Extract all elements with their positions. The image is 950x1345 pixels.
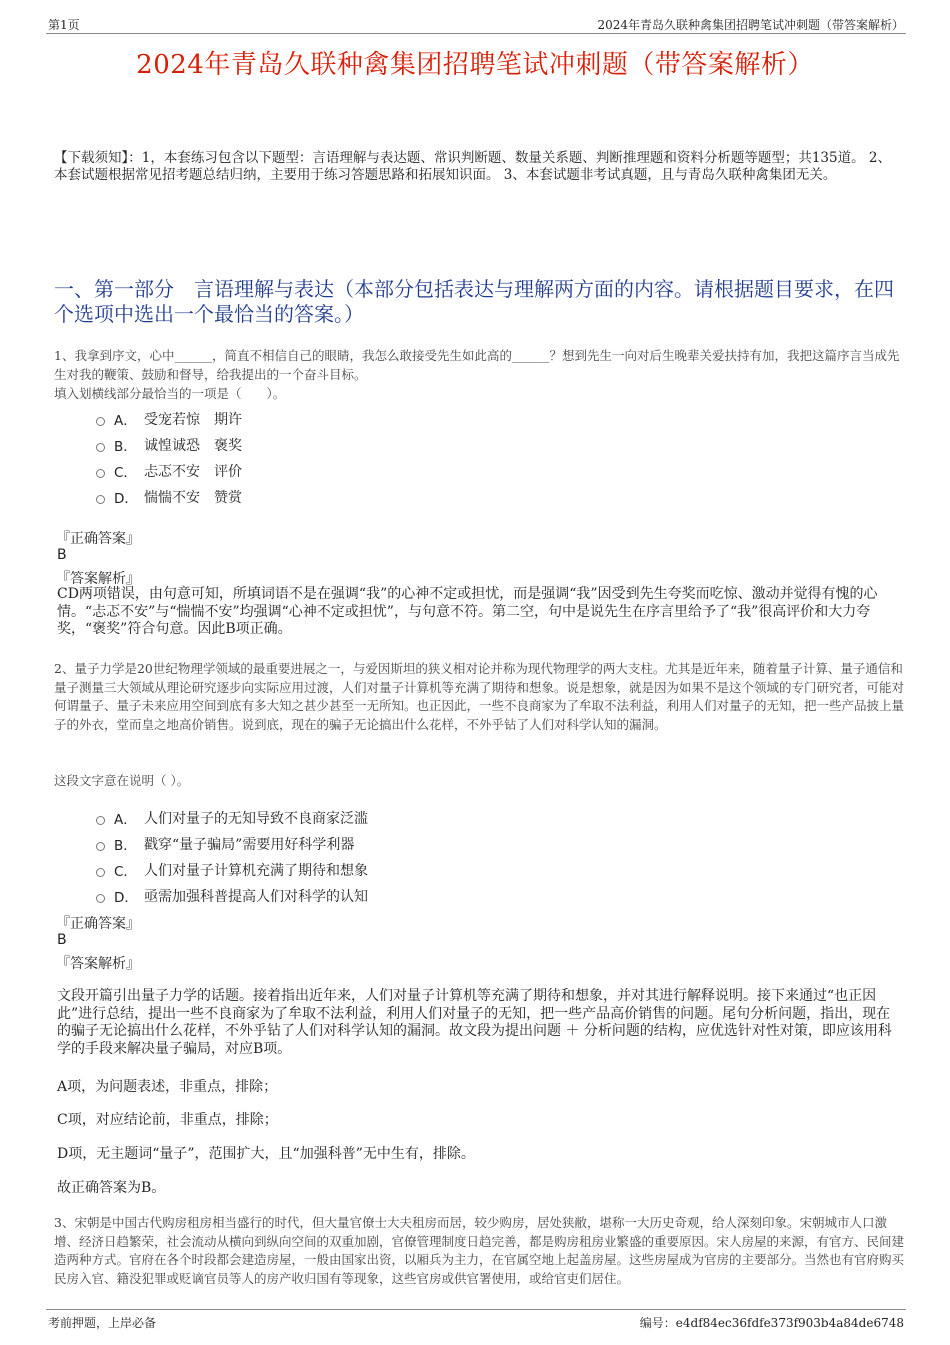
radio-button[interactable] bbox=[96, 816, 105, 825]
download-notice: 【下载须知】：1，本套练习包含以下题型：言语理解与表达题、常识判断题、数量关系题、判断推理题和资料分析题等题型；共135道。 2、本套试题根据常见招考题总结归纳，主要用于练习答题思路和拓展知识面。 3、本套试题非考试真题，且与青岛久联种禽集团无关。 bbox=[54, 150, 891, 183]
header-doc-title: 2024年青岛久联种禽集团招聘笔试冲刺题（带答案解析） bbox=[597, 18, 904, 32]
question-2-prompt: 这段文字意在说明（ ）。 bbox=[54, 773, 190, 788]
footer-doc-id: 编号：e4df84ec36fdfe373f903b4a84de6748 bbox=[639, 1316, 904, 1330]
question-1-prompt: 填入划横线部分最恰当的一项是（ ）。 bbox=[54, 386, 286, 401]
question-1-options bbox=[96, 406, 242, 510]
question-2-options bbox=[96, 805, 368, 909]
section-heading: 一、第一部分 言语理解与表达（本部分包括表达与理解两方面的内容。请根据题目要求，在四个选项中选出一个最恰当的答案。） bbox=[54, 277, 894, 326]
option-a[interactable]: A． 人们对量子的无知导致不良商家泛滥 bbox=[96, 805, 368, 831]
option-a[interactable]: A． 受宠若惊 期许 bbox=[96, 406, 242, 432]
correct-answer-value: B bbox=[57, 932, 67, 948]
page-title: 2024年青岛久联种禽集团招聘笔试冲刺题（带答案解析） bbox=[136, 50, 814, 80]
radio-button[interactable] bbox=[96, 842, 105, 851]
analysis-text: CD两项错误，由句意可知，所填词语不是在强调“我”的心神不定或担忧，而是强调“我”因受到先生夸奖而吃惊、激动并觉得有愧的心情。“忐忑不安”与“惴惴不安”均强调“心神不定或担忧”，与句意不符。第二空，句中是说先生在序言里给予了“我”很高评价和大力夸奖，“褒奖”符合句意。因此B项正确。 bbox=[57, 586, 878, 637]
radio-button[interactable] bbox=[96, 868, 105, 877]
correct-answer-label: 『正确答案』 bbox=[56, 916, 140, 932]
footer-slogan: 考前押题，上岸必备 bbox=[48, 1316, 157, 1330]
option-c[interactable]: C． 忐忑不安 评价 bbox=[96, 458, 242, 484]
radio-button[interactable] bbox=[96, 894, 105, 903]
page-number: 第1页 bbox=[48, 18, 80, 32]
analysis-point-c: C项，对应结论前，非重点，排除； bbox=[57, 1112, 278, 1128]
analysis-point-a: A项，为问题表述，非重点，排除； bbox=[57, 1079, 278, 1095]
correct-answer-label: 『正确答案』 bbox=[56, 531, 140, 547]
header-rule bbox=[46, 33, 906, 34]
option-d[interactable]: D． 惴惴不安 赞赏 bbox=[96, 484, 242, 510]
question-3-stem: 3、宋朝是中国古代购房租房相当盛行的时代，但大量官僚士大夫租房而居，较少购房，居处狭敝，堪称一大历史奇观，给人深刻印象。宋朝城市人口激增、经济日趋繁荣，社会流动从横向到纵向空间的双重加剧，官僚管理制度日趋完善，都是购房租房业繁盛的重要原因。宋人房屋的来源，有官方、民间建造两种方式。官府在各个时段都会建造房屋，一般由国家出资，以厢兵为主力，在官属空地上起盖房屋。这些房屋成为官房的主要部分。当然也有官府购买民房入官、籍没犯罪或贬谪官员等人的房产收归国有等现象，这些官房或供官署使用，或给官吏们居住。 bbox=[54, 1215, 905, 1286]
correct-answer-value: B bbox=[57, 547, 67, 563]
analysis-conclusion: 故正确答案为B。 bbox=[57, 1180, 166, 1196]
analysis-label: 『答案解析』 bbox=[56, 571, 140, 587]
analysis-point-d: D项，无主题词“量子”，范围扩大，且“加强科普”无中生有，排除。 bbox=[57, 1146, 475, 1162]
option-b[interactable]: B． 戳穿“量子骗局”需要用好科学利器 bbox=[96, 831, 368, 857]
option-b[interactable]: B． 诚惶诚恐 褒奖 bbox=[96, 432, 242, 458]
radio-button[interactable] bbox=[96, 417, 105, 426]
radio-button[interactable] bbox=[96, 495, 105, 504]
analysis-text: 文段开篇引出量子力学的话题。接着指出近年来，人们对量子计算机等充满了期待和想象，并对其进行解释说明。接下来通过“也正因此”进行总结，提出一些不良商家为了牟取不法利益，利用人们对量子的无知，把一些产品高价销售的问题。尾句分析问题，指出，现在的骗子无论搞出什么花样，不外乎钻了人们对科学认知的漏洞。故文段为提出问题 ＋ 分析问题的结构，应优选针对性对策，即应该用科学的手段来解决量子骗局，对应B项。 bbox=[57, 988, 892, 1057]
footer-rule bbox=[46, 1309, 906, 1310]
question-2-stem: 2、量子力学是20世纪物理学领域的最重要进展之一，与爱因斯坦的狭义相对论并称为现代物理学的两大支柱。尤其是近年来，随着量子计算、量子通信和量子测量三大领域从理论研究逐步向实际应用过渡，人们对量子计算机等充满了期待和想象。说是想象，就是因为如果不是这个领域的专门研究者，可能对何谓量子、量子未来应用空间到底有多大知之甚少甚至一无所知。也正因此，一些不良商家为了牟取不法利益，利用人们对量子的无知，把一些产品披上量子的外衣，堂而皇之地高价销售。说到底，现在的骗子无论搞出什么花样，不外乎钻了人们对科学认知的漏洞。 bbox=[54, 661, 905, 732]
radio-button[interactable] bbox=[96, 443, 105, 452]
option-d[interactable]: D． 亟需加强科普提高人们对科学的认知 bbox=[96, 883, 368, 909]
question-1-stem: 1、我拿到序文，心中______，简直不相信自己的眼睛，我怎么敢接受先生如此高的______？想到先生一向对后生晚辈关爱扶持有加，我把这篇序言当成先生对我的鞭策、鼓励和督导，给我提出的一个奋斗目标。 bbox=[54, 348, 900, 382]
analysis-label: 『答案解析』 bbox=[56, 956, 140, 972]
radio-button[interactable] bbox=[96, 469, 105, 478]
option-c[interactable]: C． 人们对量子计算机充满了期待和想象 bbox=[96, 857, 368, 883]
